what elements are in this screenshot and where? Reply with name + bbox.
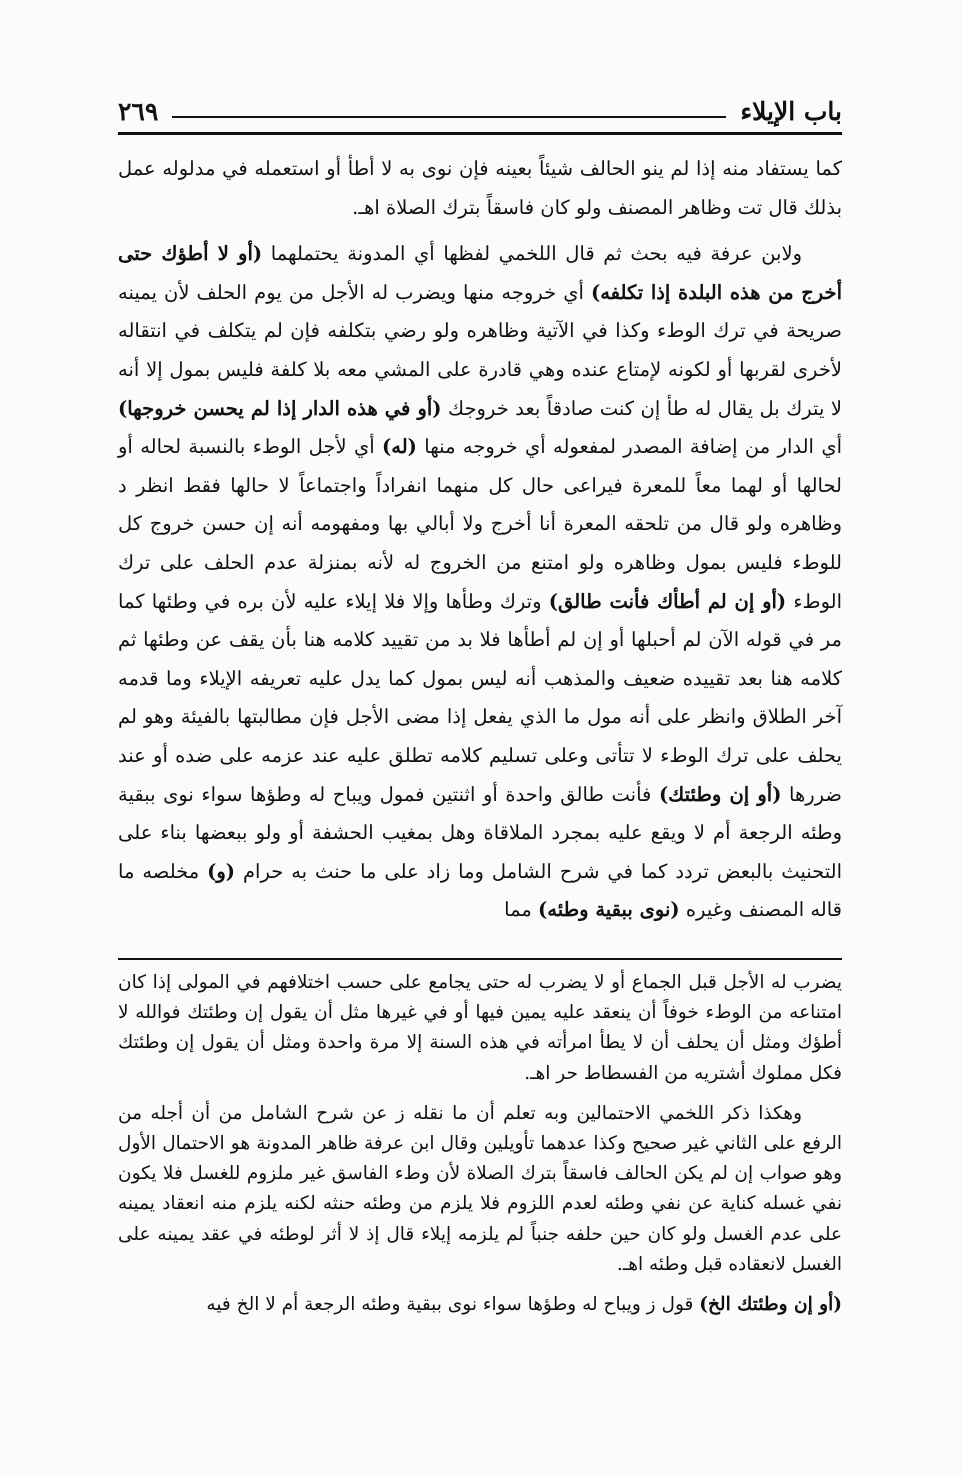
header-divider bbox=[118, 132, 842, 135]
footnote-divider bbox=[118, 958, 842, 960]
matn-quote: (له) bbox=[382, 435, 417, 459]
footnote-paragraph: (أو إن وطئتك الخ) قول ز ويباح له وطؤها سواء نوى ببقية وطئه الرجعة أم لا الخ فيه bbox=[206, 1294, 842, 1316]
footnotes bbox=[118, 968, 842, 1330]
footnote-paragraph: وهكذا ذكر اللخمي الاحتمالين وبه تعلم أن ما نقله ز عن شرح الشامل من أن أجله من الرفع على الثاني غير صحيح وكذا عدهما تأويلين وقال ابن عرفة ظاهر المدونة هو الاحتمال الأول وهو صواب إن لم يكن الحالف فاسقاً بترك الصلاة لأن وطء الفاسق غير ملزوم للغسل فلا يكون نفي غسله كناية عن نفي وطئه لعدم اللزوم فلا يلزم من وطئه حنثه لكنه يلزم منه انعقاد يمينه على عدم الغسل ولو كان حين حلفه جنباً لم يلزمه إيلاء قال إذ لا أثر لوطئه في عقد يمينه على الغسل لانعقاده قبل وطئه اهـ. bbox=[118, 1102, 842, 1275]
matn-quote: (نوى ببقية وطئه) bbox=[538, 898, 680, 922]
header-rule bbox=[172, 116, 726, 118]
matn-quote: (أو في هذه الدار إذا لم يحسن خروجها) bbox=[118, 396, 442, 420]
matn-quote: (و) bbox=[207, 859, 236, 883]
paragraph: كما يستفاد منه إذا لم ينو الحالف شيئاً بعينه فإن نوى به لا أطأ أو استعمله في مدلوله عمل بذلك قال تت وظاهر المصنف ولو كان فاسقاً بترك الصلاة اهـ. bbox=[118, 157, 842, 219]
footnote-quote: (أو إن وطئتك الخ) bbox=[699, 1294, 842, 1316]
footnote-paragraph: يضرب له الأجل قبل الجماع أو لا يضرب له حتى يجامع على حسب اختلافهم في المولى إذا كان امتناعه من الوطء خوفاً أن ينعقد عليه يمين فيها أو في غيرها مثل أن يقول إن وطئتك فوالله لا أطؤك ومثل أن يحلف أن لا يطأ امرأته في هذه السنة إلا مرة واحدة ومثل أن يقول إن وطئتك فكل مملوك أشتريه من الفسطاط حر اهـ. bbox=[118, 972, 842, 1084]
main-text bbox=[118, 150, 842, 930]
matn-quote: (أو إن لم أطأك فأنت طالق) bbox=[548, 589, 787, 613]
paragraph: ولابن عرفة فيه بحث ثم قال اللخمي لفظها أي المدونة يحتملهما (أو لا أطؤك حتى أخرج من هذه البلدة إذا تكلفه) أي خروجه منها ويضرب له الأجل من يوم الحلف لأن يمينه صريحة في ترك الوطء وكذا في الآتية وظاهره ولو رضي بتكلفه فإن لم يتكلف في انتقاله لأخرى لقربها أو لكونه لإمتاع عنده وهي قادرة على المشي معه بلا كلفة فليس بمول إلا أنه لا يترك بل يقال له طأ إن كنت صادقاً بعد خروجك (أو في هذه الدار إذا لم يحسن خروجها) أي الدار من إضافة المصدر لمفعوله أي خروجه منها (له) أي لأجل الوطء بالنسبة لحاله أو لحالها أو لهما معاً للمعرة فيراعى حال كل منهما انفراداً واجتماعاً لا حالها فقط انظر د وظاهره ولو قال من تلحقه المعرة أنا أخرج ولا أبالي بها ومفهومه أنه إن حسن خروج كل للوطء فليس بمول وظاهره ولو امتنع من الخروج له لأنه بمنزلة عدم الحلف على ترك الوطء (أو إن لم أطأك فأنت طالق) وترك وطأها وإلا فلا إيلاء عليه لأن بره في وطئها كما مر في قوله الآن لم أحبلها أو إن لم أطأها فلا بد من تقييد كلامه هنا بأن يقف عن وطئها ثم كلامه هنا بعد تقييده ضعيف والمذهب أنه ليس بمول كما يدل عليه تعريفه الإيلاء وما قدمه آخر الطلاق وانظر على أنه مول ما الذي يفعل إذا مضى الأجل فإن مطالبتها بالفيئة وهو لم يحلف على ترك الوطء لا تتأتى وعلى تسليم كلامه تطلق عليه عند عزمه على ضده أو عند ضررها (أو إن وطئتك) فأنت طالق واحدة أو اثنتين فمول ويباح له وطؤها سواء نوى ببقية وطئه الرجعة أم لا ويقع عليه بمجرد الملاقاة وهل بمغيب الحشفة أو ولو ببعضها بناء على التحنيث بالبعض تردد كما في شرح الشامل وما زاد على ما حنث به حرام (و) مخلصه ما قاله المصنف وغيره (نوى ببقية وطئه) مما bbox=[118, 242, 843, 922]
page-number: ٢٦٩ bbox=[118, 97, 159, 126]
matn-quote: (أو إن وطئتك) bbox=[658, 782, 782, 806]
page-header bbox=[118, 86, 842, 126]
matn-quote: (أو لا أطؤك حتى أخرج من هذه البلدة إذا تكلفه) bbox=[118, 242, 843, 304]
chapter-title: باب الإيلاء bbox=[740, 97, 842, 126]
